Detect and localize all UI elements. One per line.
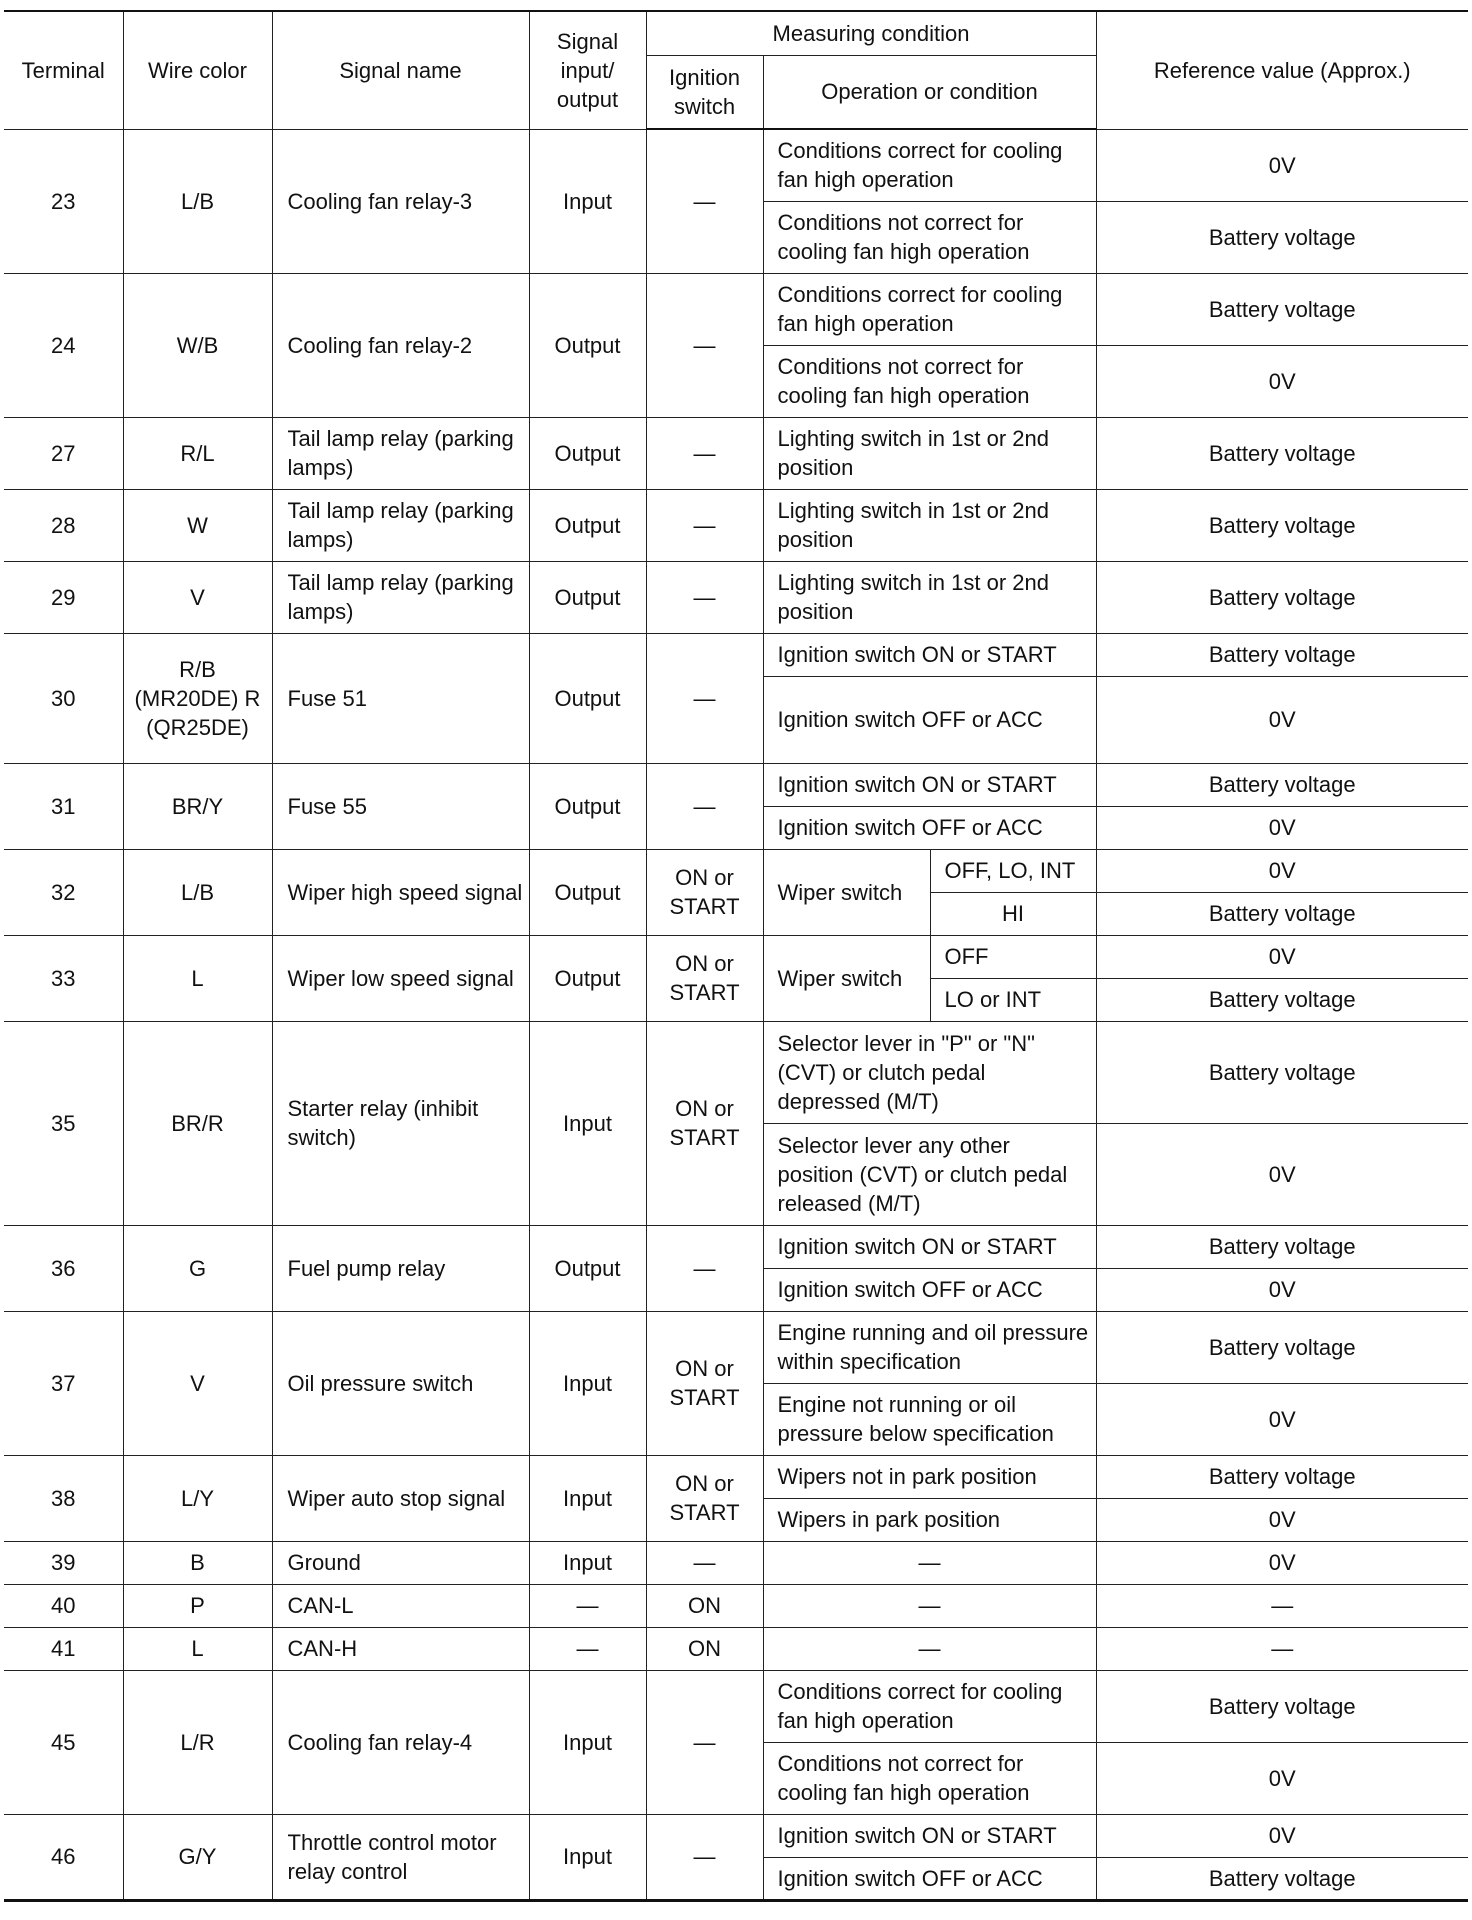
terminal-cell: 45 <box>4 1670 123 1814</box>
wire-color-cell: R/B (MR20DE) R (QR25DE) <box>123 633 272 763</box>
signal-io-cell: Output <box>529 633 646 763</box>
reference-cell: Battery voltage <box>1096 1455 1468 1498</box>
table-row <box>4 489 1468 561</box>
terminal-cell: 23 <box>4 129 123 273</box>
ignition-cell: — <box>646 1225 763 1311</box>
signal-name-cell: Fuse 51 <box>272 633 529 763</box>
table-row <box>4 417 1468 489</box>
operation-cell: Wiper switch <box>763 849 930 935</box>
reference-cell: 0V <box>1096 1541 1468 1584</box>
wire-color-cell: L <box>123 935 272 1021</box>
table-row <box>4 1627 1468 1670</box>
wire-color-cell: B <box>123 1541 272 1584</box>
wire-color-cell: G <box>123 1225 272 1311</box>
signal-io-cell: Output <box>529 935 646 1021</box>
reference-cell: 0V <box>1096 1123 1468 1225</box>
signal-name-cell: Ground <box>272 1541 529 1584</box>
wire-color-cell: W <box>123 489 272 561</box>
reference-cell: 0V <box>1096 345 1468 417</box>
table-row <box>4 1021 1468 1123</box>
terminal-reference-document <box>4 10 1468 1902</box>
terminal-cell: 33 <box>4 935 123 1021</box>
condition-cell: Engine not running or oil pressure below specification <box>763 1383 1096 1455</box>
signal-io-cell: Output <box>529 273 646 417</box>
terminal-cell: 24 <box>4 273 123 417</box>
signal-io-cell: Output <box>529 849 646 935</box>
reference-cell: Battery voltage <box>1096 201 1468 273</box>
signal-io-cell: Input <box>529 1311 646 1455</box>
signal-name-cell: Cooling fan relay-4 <box>272 1670 529 1814</box>
reference-cell: Battery voltage <box>1096 1857 1468 1900</box>
condition-cell: Selector lever in "P" or "N" (CVT) or clutch pedal depressed (M/T) <box>763 1021 1096 1123</box>
signal-io-cell: — <box>529 1627 646 1670</box>
signal-io-cell: Output <box>529 489 646 561</box>
condition-cell: Ignition switch OFF or ACC <box>763 806 1096 849</box>
switch-state-cell: HI <box>930 892 1096 935</box>
wire-color-cell: R/L <box>123 417 272 489</box>
wire-color-cell: V <box>123 561 272 633</box>
reference-cell: Battery voltage <box>1096 273 1468 345</box>
terminal-cell: 38 <box>4 1455 123 1541</box>
terminal-cell: 36 <box>4 1225 123 1311</box>
table-row <box>4 1814 1468 1857</box>
condition-cell: Conditions not correct for cooling fan high operation <box>763 345 1096 417</box>
reference-cell: Battery voltage <box>1096 1670 1468 1742</box>
ignition-cell: ON or START <box>646 849 763 935</box>
condition-cell: Conditions correct for cooling fan high operation <box>763 129 1096 201</box>
table-row <box>4 935 1468 978</box>
table-row <box>4 1670 1468 1742</box>
condition-cell: Lighting switch in 1st or 2nd position <box>763 489 1096 561</box>
ignition-cell: — <box>646 1670 763 1814</box>
reference-cell: 0V <box>1096 129 1468 201</box>
signal-io-cell: Output <box>529 1225 646 1311</box>
table-row <box>4 1311 1468 1383</box>
reference-cell: 0V <box>1096 849 1468 892</box>
wire-color-cell: L/R <box>123 1670 272 1814</box>
ignition-cell: — <box>646 489 763 561</box>
wire-color-cell: V <box>123 1311 272 1455</box>
ignition-cell: ON or START <box>646 1311 763 1455</box>
header-measuring-condition: Measuring condition <box>646 11 1096 55</box>
reference-cell: 0V <box>1096 1268 1468 1311</box>
wire-color-cell: BR/R <box>123 1021 272 1225</box>
terminal-cell: 31 <box>4 763 123 849</box>
wire-color-cell: L/Y <box>123 1455 272 1541</box>
switch-state-cell: OFF, LO, INT <box>930 849 1096 892</box>
reference-cell: 0V <box>1096 1383 1468 1455</box>
signal-name-cell: Throttle control motor relay control <box>272 1814 529 1900</box>
signal-name-cell: Tail lamp relay (parking lamps) <box>272 561 529 633</box>
ignition-cell: ON or START <box>646 935 763 1021</box>
table-row <box>4 849 1468 892</box>
signal-name-cell: Fuel pump relay <box>272 1225 529 1311</box>
signal-name-cell: Oil pressure switch <box>272 1311 529 1455</box>
signal-name-cell: Wiper auto stop signal <box>272 1455 529 1541</box>
ignition-cell: — <box>646 561 763 633</box>
table-row <box>4 273 1468 345</box>
ignition-cell: — <box>646 273 763 417</box>
signal-name-cell: Cooling fan relay-3 <box>272 129 529 273</box>
wire-color-cell: P <box>123 1584 272 1627</box>
terminal-cell: 27 <box>4 417 123 489</box>
table-row <box>4 129 1468 201</box>
condition-cell: Ignition switch ON or START <box>763 1814 1096 1857</box>
terminal-cell: 41 <box>4 1627 123 1670</box>
terminal-cell: 39 <box>4 1541 123 1584</box>
terminal-cell: 37 <box>4 1311 123 1455</box>
reference-cell: Battery voltage <box>1096 892 1468 935</box>
signal-io-cell: Output <box>529 561 646 633</box>
condition-cell: Engine running and oil pressure within specification <box>763 1311 1096 1383</box>
reference-cell: 0V <box>1096 676 1468 763</box>
condition-cell: Conditions correct for cooling fan high operation <box>763 1670 1096 1742</box>
signal-io-cell: Input <box>529 1021 646 1225</box>
condition-cell: Ignition switch OFF or ACC <box>763 1268 1096 1311</box>
signal-name-cell: Tail lamp relay (parking lamps) <box>272 489 529 561</box>
wire-color-cell: L/B <box>123 849 272 935</box>
reference-cell: Battery voltage <box>1096 561 1468 633</box>
header-signal-name: Signal name <box>272 11 529 129</box>
ignition-cell: ON <box>646 1627 763 1670</box>
signal-name-cell: Starter relay (inhibit switch) <box>272 1021 529 1225</box>
terminal-cell: 30 <box>4 633 123 763</box>
switch-state-cell: OFF <box>930 935 1096 978</box>
reference-cell: Battery voltage <box>1096 978 1468 1021</box>
operation-cell: Wiper switch <box>763 935 930 1021</box>
reference-cell: — <box>1096 1584 1468 1627</box>
header-reference-value: Reference value (Approx.) <box>1096 11 1468 129</box>
signal-name-cell: Fuse 55 <box>272 763 529 849</box>
condition-cell: Wipers not in park position <box>763 1455 1096 1498</box>
reference-cell: — <box>1096 1627 1468 1670</box>
signal-io-cell: — <box>529 1584 646 1627</box>
ignition-cell: ON or START <box>646 1455 763 1541</box>
switch-state-cell: LO or INT <box>930 978 1096 1021</box>
condition-cell: Ignition switch OFF or ACC <box>763 1857 1096 1900</box>
reference-cell: Battery voltage <box>1096 1311 1468 1383</box>
condition-cell: Wipers in park position <box>763 1498 1096 1541</box>
signal-name-cell: Wiper high speed signal <box>272 849 529 935</box>
reference-cell: Battery voltage <box>1096 489 1468 561</box>
signal-name-cell: CAN-L <box>272 1584 529 1627</box>
condition-cell: Conditions not correct for cooling fan high operation <box>763 201 1096 273</box>
signal-name-cell: CAN-H <box>272 1627 529 1670</box>
signal-name-cell: Wiper low speed signal <box>272 935 529 1021</box>
condition-cell: Ignition switch OFF or ACC <box>763 676 1096 763</box>
reference-cell: 0V <box>1096 935 1468 978</box>
condition-cell: — <box>763 1627 1096 1670</box>
signal-io-cell: Input <box>529 129 646 273</box>
table-row <box>4 1455 1468 1498</box>
condition-cell: Ignition switch ON or START <box>763 763 1096 806</box>
table-row <box>4 1541 1468 1584</box>
wire-color-cell: L <box>123 1627 272 1670</box>
signal-io-cell: Input <box>529 1455 646 1541</box>
condition-cell: Lighting switch in 1st or 2nd position <box>763 417 1096 489</box>
condition-cell: Conditions correct for cooling fan high operation <box>763 273 1096 345</box>
table-row <box>4 633 1468 676</box>
ignition-cell: — <box>646 633 763 763</box>
terminal-cell: 32 <box>4 849 123 935</box>
terminal-reference-table <box>4 10 1468 1902</box>
terminal-cell: 29 <box>4 561 123 633</box>
ignition-cell: — <box>646 1541 763 1584</box>
ignition-cell: — <box>646 1814 763 1900</box>
reference-cell: Battery voltage <box>1096 417 1468 489</box>
reference-cell: 0V <box>1096 1498 1468 1541</box>
table-row <box>4 561 1468 633</box>
ignition-cell: ON or START <box>646 1021 763 1225</box>
header-signal-io: Signal input/ output <box>529 11 646 129</box>
wire-color-cell: W/B <box>123 273 272 417</box>
terminal-cell: 46 <box>4 1814 123 1900</box>
table-row <box>4 1225 1468 1268</box>
table-row <box>4 1584 1468 1627</box>
signal-io-cell: Input <box>529 1670 646 1814</box>
ignition-cell: — <box>646 129 763 273</box>
wire-color-cell: L/B <box>123 129 272 273</box>
terminal-cell: 35 <box>4 1021 123 1225</box>
header-terminal: Terminal <box>4 11 123 129</box>
signal-io-cell: Output <box>529 763 646 849</box>
condition-cell: Ignition switch ON or START <box>763 633 1096 676</box>
terminal-cell: 40 <box>4 1584 123 1627</box>
condition-cell: — <box>763 1584 1096 1627</box>
reference-cell: Battery voltage <box>1096 763 1468 806</box>
ignition-cell: — <box>646 417 763 489</box>
reference-cell: Battery voltage <box>1096 1021 1468 1123</box>
reference-cell: 0V <box>1096 1742 1468 1814</box>
wire-color-cell: G/Y <box>123 1814 272 1900</box>
reference-cell: 0V <box>1096 806 1468 849</box>
reference-cell: 0V <box>1096 1814 1468 1857</box>
header-ignition-switch: Ignition switch <box>646 55 763 129</box>
ignition-cell: — <box>646 763 763 849</box>
table-row <box>4 763 1468 806</box>
condition-cell: Ignition switch ON or START <box>763 1225 1096 1268</box>
signal-name-cell: Cooling fan relay-2 <box>272 273 529 417</box>
condition-cell: — <box>763 1541 1096 1584</box>
terminal-cell: 28 <box>4 489 123 561</box>
signal-io-cell: Output <box>529 417 646 489</box>
header-wire-color: Wire color <box>123 11 272 129</box>
reference-cell: Battery voltage <box>1096 1225 1468 1268</box>
condition-cell: Conditions not correct for cooling fan high operation <box>763 1742 1096 1814</box>
signal-name-cell: Tail lamp relay (parking lamps) <box>272 417 529 489</box>
wire-color-cell: BR/Y <box>123 763 272 849</box>
signal-io-cell: Input <box>529 1814 646 1900</box>
header-operation: Operation or condition <box>763 55 1096 129</box>
signal-io-cell: Input <box>529 1541 646 1584</box>
ignition-cell: ON <box>646 1584 763 1627</box>
reference-cell: Battery voltage <box>1096 633 1468 676</box>
condition-cell: Selector lever any other position (CVT) or clutch pedal released (M/T) <box>763 1123 1096 1225</box>
header-row <box>4 11 1468 55</box>
condition-cell: Lighting switch in 1st or 2nd position <box>763 561 1096 633</box>
